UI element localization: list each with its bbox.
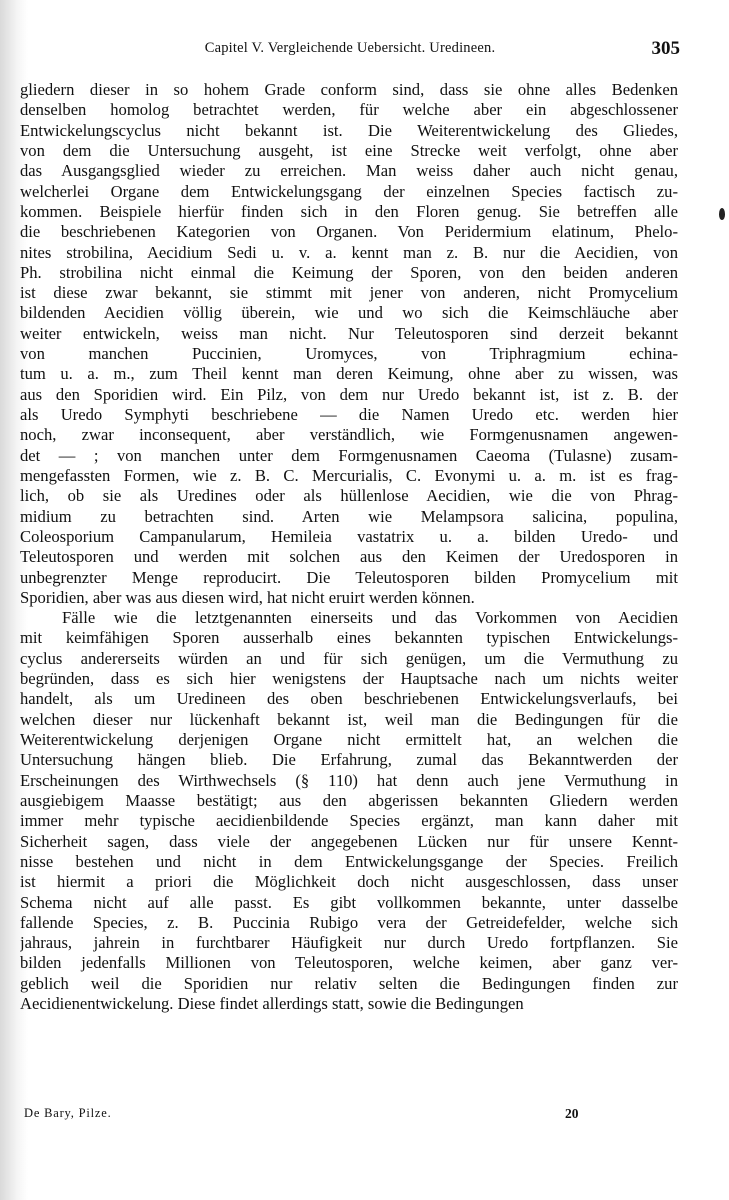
text-line: Erscheinungen des Wirthwechsels (§ 110) hat denn auch jene Vermuthung in xyxy=(20,770,678,790)
text-line: welchen dieser nur lückenhaft bekannt ist, weil man die Bedingungen für die xyxy=(20,709,678,729)
text-line: denselben homolog betrachtet werden, für welche aber ein abgeschlossener xyxy=(20,100,678,120)
text-line: aus den Sporidien wird. Ein Pilz, von dem nur Uredo bekannt ist, ist z. B. der xyxy=(20,384,678,404)
text-line: unbegrenzter Menge reproducirt. Die Teleutosporen bilden Promycelium mit xyxy=(20,567,678,587)
signature-line: De Bary, Pilze. xyxy=(24,1106,112,1120)
text-line: noch, zwar inconsequent, aber verständlich, wie Formgenusnamen angewen- xyxy=(20,425,678,445)
text-line: weiter entwickeln, weiss man nicht. Nur Teleutosporen sind derzeit bekannt xyxy=(20,323,678,343)
text-line: als Uredo Symphyti beschriebene — die Namen Uredo etc. werden hier xyxy=(20,405,678,424)
text-line: nisse bestehen und nicht in dem Entwickelungsgange der Species. Freilich xyxy=(20,851,678,871)
text-line: Teleutosporen und werden mit solchen aus den Keimen der Uredosporen in xyxy=(20,547,678,567)
text-line: Untersuchung hängen blieb. Die Erfahrung, zumal das Bekanntwerden der xyxy=(20,750,678,770)
text-line: Entwickelungscyclus nicht bekannt ist. Die Weiterentwickelung des Gliedes, xyxy=(20,120,678,140)
text-line: Sicherheit sagen, dass viele der angegebenen Lücken nur für unsere Kennt- xyxy=(20,831,678,851)
text-line: gliedern dieser in so hohem Grade conform sind, dass sie ohne alles Bedenken xyxy=(20,80,678,99)
text-line: von dem die Untersuchung ausgeht, ist eine Strecke weit verfolgt, ohne aber xyxy=(20,140,678,160)
text-line: die beschriebenen Kategorien von Organen. Von Peridermium elatinum, Phelo- xyxy=(20,222,678,242)
paragraph xyxy=(20,80,678,608)
running-title: Capitel V. Vergleichende Uebersicht. Uredineen. xyxy=(204,40,496,56)
text-line: Ph. strobilina nicht einmal die Keimung der Sporen, von den beiden anderen xyxy=(20,262,678,282)
text-line: begründen, dass es sich hier wenigstens der Hauptsache nach um nichts weiter xyxy=(20,669,678,689)
sheet-number: 20 xyxy=(565,1106,579,1121)
text-line: nites strobilina, Aecidium Sedi u. v. a. kennt man z. B. nur die Aecidien, von xyxy=(20,242,678,262)
running-head xyxy=(20,38,680,68)
text-line: ausgiebigem Maasse bestätigt; aus den abgerissen bekannten Gliedern werden xyxy=(20,790,678,810)
text-line: mengefassten Formen, wie z. B. C. Mercurialis, C. Evonymi u. a. m. ist es frag- xyxy=(20,465,678,485)
text-line: lich, ob sie als Uredines oder als hüllenlose Aecidien, wie die von Phrag- xyxy=(20,486,678,506)
text-line: midium zu betrachten sind. Arten wie Melampsora salicina, populina, xyxy=(20,506,678,526)
text-line: das Ausgangsglied wieder zu erreichen. Man weiss daher auch nicht genau, xyxy=(20,161,678,181)
margin-ink-mark xyxy=(719,208,725,220)
text-line: bildenden Aecidien völlig überein, wie und wo sich die Keimschläuche aber xyxy=(20,303,678,323)
body-text xyxy=(20,80,678,1014)
text-line: mit keimfähigen Sporen ausserhalb eines bekannten typischen Entwickelungs- xyxy=(20,628,678,648)
text-line: Schema nicht auf alle passt. Es gibt vollkommen bekannte, unter dasselbe xyxy=(20,892,678,912)
text-line: Weiterentwickelung derjenigen Organe nicht ermittelt hat, an welchen die xyxy=(20,730,678,749)
text-line: det — ; von manchen unter dem Formgenusnamen Caeoma (Tulasne) zusam- xyxy=(20,445,678,465)
text-line: geblich weil die Sporidien nur relativ selten die Bedingungen finden zur xyxy=(20,973,678,993)
text-line: Coleosporium Campanularum, Hemileia vastatrix u. a. bilden Uredo- und xyxy=(20,526,678,546)
text-line: cyclus andererseits würden an und für sich genügen, um die Vermuthung zu xyxy=(20,648,678,668)
text-line: Sporidien, aber was aus diesen wird, hat nicht eruirt werden können. xyxy=(20,587,475,607)
text-line: tum u. a. m., zum Theil kennt man deren Keimung, ohne aber zu wissen, was xyxy=(20,364,678,384)
page-footer xyxy=(20,1106,678,1126)
text-line: von manchen Puccinien, Uromyces, von Triphragmium echina- xyxy=(20,344,678,364)
text-line: handelt, als um Uredineen des oben beschriebenen Entwickelungsverlaufs, bei xyxy=(20,689,678,709)
text-line: ist diese zwar bekannt, sie stimmt mit jener von anderen, nicht Promycelium xyxy=(20,283,678,303)
text-line: bilden jedenfalls Millionen von Teleutosporen, welche keimen, aber ganz ver- xyxy=(20,953,678,973)
text-line: ist hiermit a priori die Möglichkeit doch nicht ausgeschlossen, dass unser xyxy=(20,872,678,892)
text-line: jahraus, jahrein in furchtbarer Häufigkeit nur durch Uredo fortpflanzen. Sie xyxy=(20,933,678,953)
text-line: kommen. Beispiele hierfür finden sich in den Floren genug. Sie betreffen alle xyxy=(20,201,678,221)
text-line: Aecidienentwickelung. Diese findet allerdings statt, sowie die Bedingungen xyxy=(20,994,524,1014)
text-line: Fälle wie die letztgenannten einerseits und das Vorkommen von Aecidien xyxy=(62,608,678,628)
text-line: welcherlei Organe dem Entwickelungsgang der einzelnen Species factisch zu- xyxy=(20,181,678,201)
text-line: fallende Species, z. B. Puccinia Rubigo vera der Getreidefelder, welche sich xyxy=(20,912,678,932)
text-line: immer mehr typische aecidienbildende Species ergänzt, man kann daher mit xyxy=(20,811,678,831)
paragraph xyxy=(20,608,678,1014)
page-number: 305 xyxy=(651,38,680,59)
